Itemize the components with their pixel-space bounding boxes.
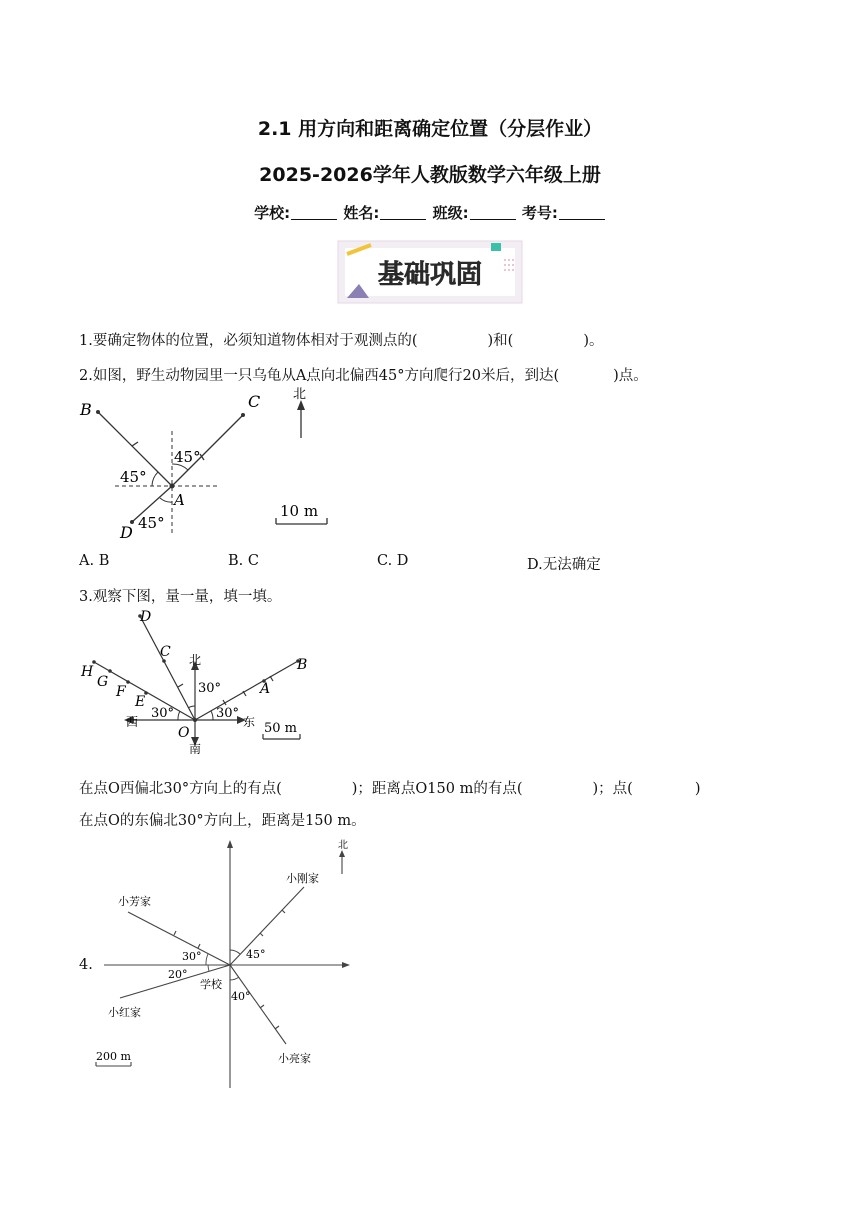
question-2 xyxy=(79,364,648,385)
question-1 xyxy=(79,329,604,350)
label-c: C xyxy=(248,392,261,411)
blank[interactable] xyxy=(380,205,426,220)
label-c: C xyxy=(160,644,171,660)
page-subtitle: 2025-2026学年人教版数学六年级上册 xyxy=(259,164,601,186)
question-4-number: 4. xyxy=(79,957,93,973)
q3-text-b: )；距离点O150 m的有点( xyxy=(351,781,523,797)
scale-label: 10 m xyxy=(280,502,319,520)
q3-text-c: )；点( xyxy=(592,781,633,797)
scale-label: 200 m xyxy=(96,1050,131,1063)
q2-end: )点。 xyxy=(613,368,648,384)
field-name: 姓名: xyxy=(343,204,380,222)
field-school: 学校: xyxy=(254,204,291,222)
north-label: 北 xyxy=(189,653,202,667)
field-exam-number: 考号: xyxy=(521,204,558,222)
q3-text-d: ) xyxy=(694,781,701,797)
blank[interactable] xyxy=(559,205,605,220)
student-info xyxy=(0,202,860,223)
label-o: O xyxy=(178,725,190,741)
q1-mid: )和( xyxy=(487,333,514,349)
label-a: A xyxy=(260,681,271,697)
north-label: 北 xyxy=(293,387,307,402)
label-b: B xyxy=(297,657,308,673)
q2-text: 2.如图，野生动物园里一只乌龟从A点向北偏西45°方向爬行20米后，到达( xyxy=(79,368,560,384)
question-3: 3.观察下图，量一量，填一填。 xyxy=(79,589,282,605)
label-h: H xyxy=(81,664,94,680)
q3-text-a: 在点O西偏北30°方向上的有点( xyxy=(79,781,282,797)
banner-text: 基础巩固 xyxy=(377,260,483,290)
north-label: 北 xyxy=(338,840,348,851)
page-title: 2.1 用方向和距离确定位置（分层作业） xyxy=(257,118,603,140)
angle-label: 45° xyxy=(174,448,201,466)
label-xiaoliang: 小亮家 xyxy=(278,1052,311,1065)
option-a[interactable]: A. B xyxy=(79,553,110,569)
q3-line-2: 在点O的东偏北30°方向上，距离是150 m。 xyxy=(79,813,366,829)
scale-label: 50 m xyxy=(264,721,298,736)
label-b: B xyxy=(80,400,92,419)
label-a: A xyxy=(174,491,185,509)
angle-label: 30° xyxy=(198,681,222,696)
q4-figure xyxy=(90,836,370,1092)
angle-label: 30° xyxy=(182,950,202,963)
label-f: F xyxy=(116,684,126,700)
angle-label: 45° xyxy=(120,468,147,486)
label-g: G xyxy=(97,674,109,690)
option-b[interactable]: B. C xyxy=(228,553,259,569)
angle-label: 30° xyxy=(151,706,175,721)
east-label: 东 xyxy=(243,715,256,729)
label-d: D xyxy=(120,523,133,542)
q3-line-1 xyxy=(79,777,701,798)
label-xiaohong: 小红家 xyxy=(108,1006,141,1019)
west-label: 西 xyxy=(126,715,139,729)
angle-label: 45° xyxy=(246,948,266,961)
label-school: 学校 xyxy=(200,978,222,991)
option-d[interactable]: D.无法确定 xyxy=(527,557,601,573)
label-xiaofang: 小芳家 xyxy=(118,895,151,908)
angle-label: 20° xyxy=(168,968,188,981)
q3-figure xyxy=(70,604,320,754)
section-banner xyxy=(337,240,523,304)
angle-label: 45° xyxy=(138,514,165,532)
angle-label: 40° xyxy=(231,990,251,1003)
q1-text: 1.要确定物体的位置，必须知道物体相对于观测点的( xyxy=(79,333,418,349)
label-e: E xyxy=(135,694,146,710)
q2-figure xyxy=(70,386,340,546)
south-label: 南 xyxy=(189,742,202,754)
blank[interactable] xyxy=(470,205,516,220)
label-d: D xyxy=(140,609,152,625)
field-class: 班级: xyxy=(432,204,469,222)
blank[interactable] xyxy=(291,205,337,220)
option-c[interactable]: C. D xyxy=(377,553,409,569)
q1-end: )。 xyxy=(583,333,604,349)
angle-label: 30° xyxy=(216,706,240,721)
label-xiaogang: 小刚家 xyxy=(286,872,319,885)
